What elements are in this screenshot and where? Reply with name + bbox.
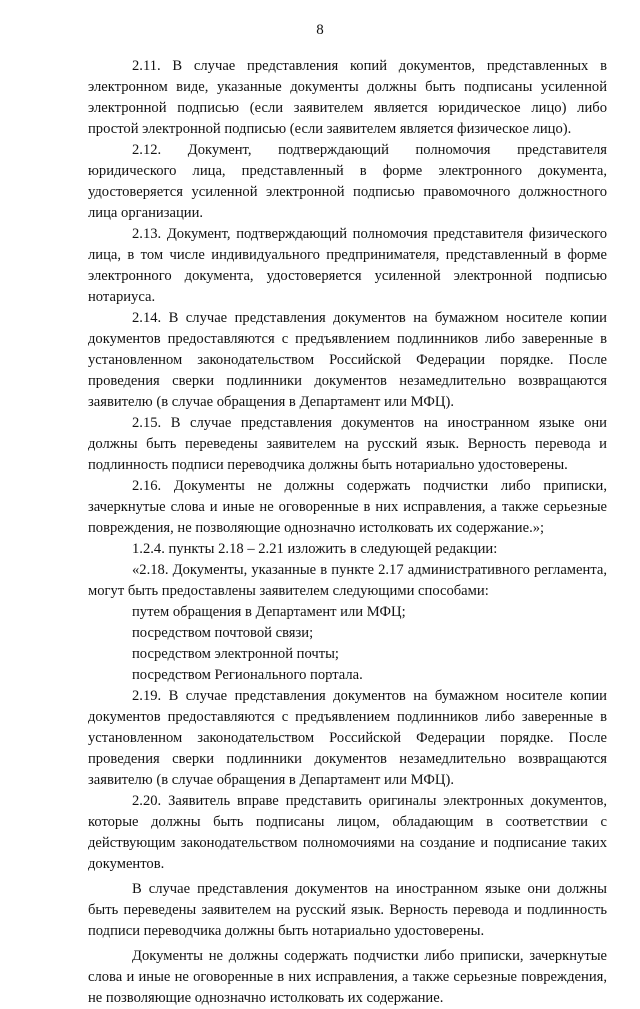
document-body [88, 56, 607, 1009]
paragraph-2-20: 2.20. Заявитель вправе представить оригиналы электронных документов, которые должны быть подписаны лицом, обладающим в соответствии с действующим законодательством полномочиями на создание и подписание таких документов. [88, 793, 607, 872]
paragraph-2-13: 2.13. Документ, подтверждающий полномочия представителя физического лица, в том числе индивидуального предпринимателя, представленный в форме электронного документа, удостоверяется усиленной электронной подписью нотариуса. [88, 226, 607, 305]
paragraph-2-15: 2.15. В случае представления документов на иностранном языке они должны быть переведены заявителем на русский язык. Верность перевода и подлинность подписи переводчика должны быть нотариально удостоверены. [88, 415, 607, 473]
paragraph-2-14: 2.14. В случае представления документов на бумажном носителе копии документов предоставляются с предъявлением подлинников либо заверенные в установленном законодательством Российской Федерации порядке. После проведения сверки подлинники документов незамедлительно возвращаются заявителю (в случае обращения в Департамент или МФЦ). [88, 310, 607, 410]
paragraph-foreign-language: В случае представления документов на иностранном языке они должны быть переведены заявителем на русский язык. Верность перевода и подлинность подписи переводчика должны быть нотариально удостоверены. [88, 881, 607, 939]
method-item-email: посредством электронной почты; [132, 646, 339, 662]
paragraph-no-corrections: Документы не должны содержать подчистки либо приписки, зачеркнутые слова и иные не оговоренные в них исправления, а также серьезные повреждения, не позволяющие однозначно истолковать их содержание. [88, 948, 607, 1006]
paragraph-2-19: 2.19. В случае представления документов на бумажном носителе копии документов предоставляются с предъявлением подлинников либо заверенные в установленном законодательством Российской Федерации порядке. После проведения сверки подлинники документов незамедлительно возвращаются заявителю (в случае обращения в Департамент или МФЦ). [88, 688, 607, 788]
paragraph-2-11: 2.11. В случае представления копий документов, представленных в электронном виде, указанные документы должны быть подписаны усиленной электронной подписью (если заявителем является юридическое лицо) либо простой электронной подписью (если заявителем является физическое лицо). [88, 58, 607, 137]
method-item-portal: посредством Регионального портала. [132, 667, 363, 683]
method-item-post: посредством почтовой связи; [132, 625, 314, 641]
paragraph-2-16: 2.16. Документы не должны содержать подчистки либо приписки, зачеркнутые слова и иные не оговоренные в них исправления, а также серьезные повреждения, не позволяющие однозначно истолковать их содержание.»; [88, 478, 607, 536]
page-number: 8 [316, 22, 324, 38]
paragraph-2-18: «2.18. Документы, указанные в пункте 2.17 административного регламента, могут быть предоставлены заявителем следующими способами: [88, 562, 607, 599]
paragraph-1-2-4: 1.2.4. пункты 2.18 – 2.21 изложить в следующей редакции: [132, 541, 498, 557]
paragraph-2-12: 2.12. Документ, подтверждающий полномочия представителя юридического лица, представленный в форме электронного документа, удостоверяется усиленной электронной подписью правомочного должностного лица организации. [88, 142, 607, 221]
method-item-mfc: путем обращения в Департамент или МФЦ; [132, 604, 406, 620]
